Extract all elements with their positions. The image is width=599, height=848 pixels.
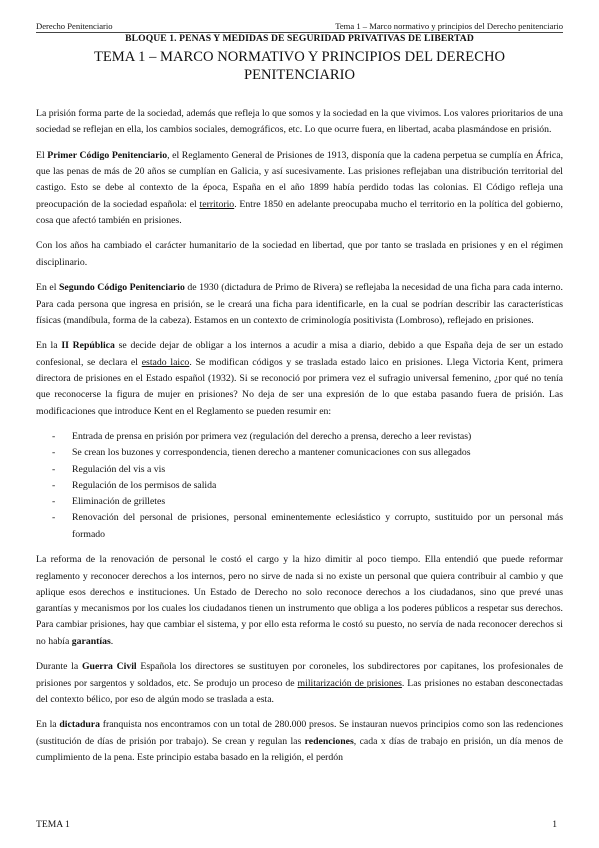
text-run: . Entre 1850 en adelante preocupaba mucho el territorio en la política del gobierno, cosa que afectó también en prisiones. <box>36 198 563 226</box>
paragraph-dictatorship <box>36 717 563 766</box>
list-item: - Se crean los buzones y correspondencia, tienen derecho a mantener comunicaciones con sus allegados <box>36 445 563 461</box>
text-run: . Las prisiones no estaban desconectadas del contexto bélico, por eso de algún modo se traslada a esta. <box>36 677 563 705</box>
text-run: . Se modifican códigos y se traslada estado laico en prisiones. Llega Victoria Kent, primera directora de prisiones en el Estado español (1932). Si se reconoció por primera vez el sufragio universal femenino, ¿por qué no tenía que reconocerse la figura de mujer en prisiones? No deja de ser una expresión de lo que estaba pasando fuera de prisión. Las modificaciones que introduce Kent en el Reglamento se pueden resumir en: <box>36 356 563 417</box>
bold-term: II República <box>61 340 115 352</box>
text-run: , el Reglamento General de Prisiones de 1913, disponía que la cadena perpetua se cumplía en África, que las penas de más de 20 años se cumplían en Galicia, y así sucesivamente. Las prisiones reflejaban una distribución territorial del castigo. Esto se debe al contexto de la época, España en el año 1899 había perdido todas las colonias. El Código refleja una preocupación de la sociedad española: el <box>36 149 564 210</box>
list-item: - Regulación de los permisos de salida <box>36 478 563 494</box>
underlined-term: territorio <box>199 198 235 210</box>
text-run: , cada x días de trabajo en prisión, un día menos de cumplimiento de la pena. Este principio estaba basado en la religión, el perdón <box>36 735 563 763</box>
kent-reforms-list <box>36 429 563 543</box>
text-run: franquista nos encontramos con un total de 280.000 presos. Se instauran nuevos principios como son las redenciones (sustitución de días de prisión por trabajo). Se crean y regulan las <box>36 719 564 747</box>
body-text <box>36 106 563 775</box>
running-header <box>36 21 563 33</box>
paragraph-second-republic <box>36 338 563 419</box>
text-run: La reforma de la renovación de personal le costó el cargo y la hizo dimitir al poco tiempo. Ella entendió que puede reformar reglamento y reconocer derechos a los internos, pero no sirve de nada si no existe un personal que quiera contribuir al cambio y que aplique esos derechos e instituciones. Un Estado de Derecho no solo reconoce derechos a los ciudadanos, sino que prevé unas garantías y mecanismos por los cuales los ciudadanos tienen un instrumento que obliga a los poderes públicos a respetar sus derechos. Para cambiar prisiones, hay que cambiar el sistema, y por ello esta reforma le costó su puesto, no servía de nada reconocer derechos si no había <box>36 554 563 647</box>
paragraph-first-code <box>36 148 563 229</box>
list-item: - Eliminación de grilletes <box>36 494 563 510</box>
text-run: En el <box>36 282 59 294</box>
page-number: 1 <box>552 819 557 830</box>
paragraph-second-code <box>36 280 563 329</box>
bold-term: Primer Código Penitenciario <box>47 149 168 161</box>
paragraph-humanitarian: Con los años ha cambiado el carácter humanitario de la sociedad en libertad, que por tanto se traslada en prisiones y en el régimen disciplinario. <box>36 240 563 268</box>
bold-term: redenciones <box>304 735 354 747</box>
bold-term: dictadura <box>59 719 100 731</box>
bold-term: garantías <box>71 635 111 647</box>
list-item: - Regulación del vis a vis <box>36 462 563 478</box>
paragraph-civil-war <box>36 659 563 708</box>
underlined-term: estado laico <box>141 356 190 368</box>
footer-label: TEMA 1 <box>36 819 70 830</box>
text-run: En la <box>36 719 60 731</box>
topic-title: TEMA 1 – MARCO NORMATIVO Y PRINCIPIOS DEL DERECHO PENITENCIARIO <box>93 49 506 83</box>
header-topic: Tema 1 – Marco normativo y principios del Derecho penitenciario <box>335 21 563 31</box>
block-title: BLOQUE 1. PENAS Y MEDIDAS DE SEGURIDAD PRIVATIVAS DE LIBERTAD <box>125 33 474 44</box>
text-run: El <box>36 149 48 161</box>
bold-term: Guerra Civil <box>81 661 137 673</box>
text-run: de 1930 (dictadura de Primo de Rivera) se reflejaba la necesidad de una ficha para cada interno. Para cada persona que ingresa en prisión, se le creará una ficha para identificarle, en la cual se podrían describir las características físicas (mandíbula, forma de la cabeza). Estamos en un contexto de criminología positivista (Lombroso), reflejado en prisiones. <box>36 282 563 326</box>
bold-term: Segundo Código Penitenciario <box>58 282 185 294</box>
list-item: - Entrada de prensa en prisión por primera vez (regulación del derecho a prensa, derecho a leer revistas) <box>36 429 563 445</box>
paragraph-kent-reform <box>36 552 563 650</box>
header-subject: Derecho Penitenciario <box>36 21 113 31</box>
paragraph-intro: La prisión forma parte de la sociedad, además que refleja lo que somos y la sociedad en la que vivimos. Los valores prioritarios de una sociedad se reflejan en ella, los cambios sociales, demográficos, etc. Lo que ocurre fuera, en libertad, acaba plasmándose en prisión. <box>36 108 563 136</box>
text-run: Española los directores se sustituyen por coroneles, los subdirectores por capitanes, los profesionales de prisiones por sargentos y soldados, etc. Se produjo un proceso de <box>36 661 563 689</box>
list-item: - Renovación del personal de prisiones, personal eminentemente eclesiástico y corrupto, sustituido por un personal más formado <box>36 510 563 543</box>
text-run: En la <box>36 340 62 352</box>
text-run: se decide dejar de obligar a los internos a acudir a misa a diario, debido a que España deja de ser un estado confesional, se declara el <box>36 340 563 368</box>
text-run: Durante la <box>36 661 82 673</box>
underlined-term: militarización de prisiones <box>297 677 402 689</box>
running-footer <box>36 819 557 830</box>
text-run: . <box>110 635 114 647</box>
